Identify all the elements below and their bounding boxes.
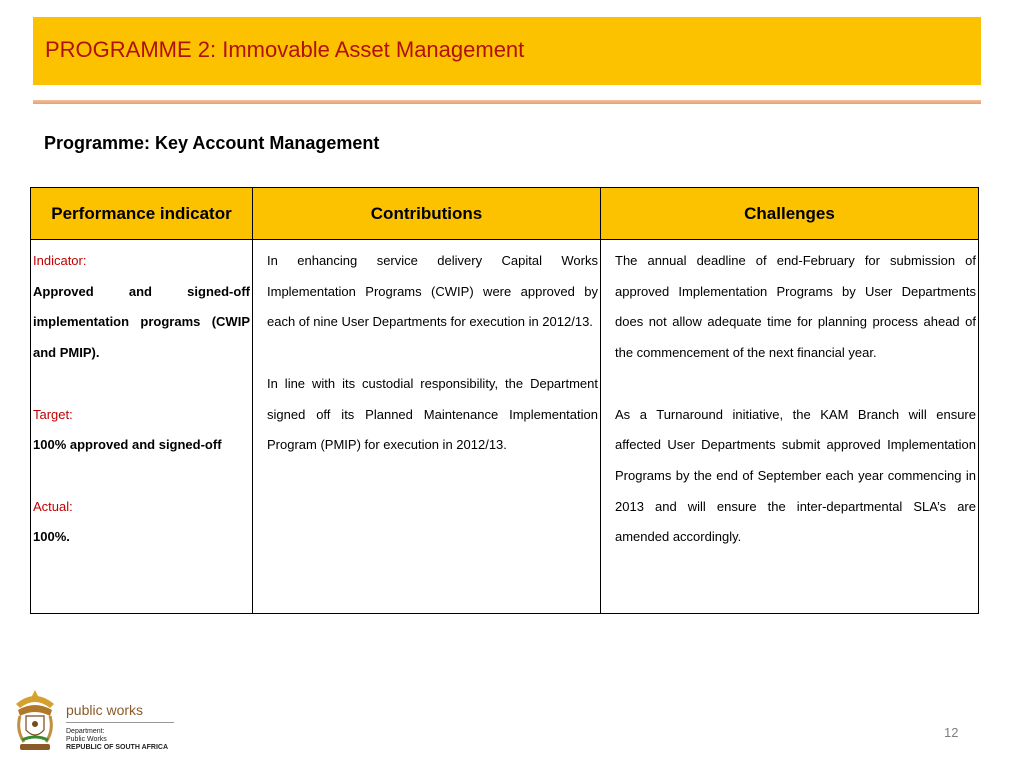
challenge-paragraph: As a Turnaround initiative, the KAM Branch will ensure affected User Departments submit approved Implementation Programs by the end of September each year commencing in 2013 and will ensure the inter-departmental SLA’s are amended accordingly. — [615, 406, 976, 545]
table-header-row — [31, 188, 979, 240]
logo-wordmark: public works — [66, 702, 144, 718]
indicator-text: Approved and signed-off implementation programs (CWIP and PMIP). — [33, 283, 250, 361]
target-text: 100% approved and signed-off — [33, 437, 222, 453]
challenge-paragraph: The annual deadline of end-February for submission of approved Implementation Programs by User Departments does not allow adequate time for planning process ahead of the commencement of the next financial year. — [615, 253, 976, 361]
table-row — [31, 240, 979, 614]
title-banner — [33, 17, 981, 85]
actual-text: 100%. — [33, 529, 70, 545]
indicator-label: Indicator: — [33, 253, 87, 268]
indicator-cell — [31, 240, 253, 614]
contributions-cell — [253, 240, 601, 614]
challenges-cell — [601, 240, 979, 614]
public-works-logo — [6, 684, 178, 762]
slide-title: PROGRAMME 2: Immovable Asset Management — [45, 37, 525, 62]
header-contributions: Contributions — [253, 188, 601, 240]
programme-subtitle: Programme: Key Account Management — [44, 133, 380, 153]
header-challenges: Challenges — [601, 188, 979, 240]
logo-line-public-works: Public Works — [66, 736, 107, 743]
page-number: 12 — [944, 725, 959, 740]
kpi-table — [30, 187, 979, 614]
target-label: Target: — [33, 406, 73, 422]
coat-of-arms-icon — [10, 686, 60, 758]
header-performance-indicator: Performance indicator — [31, 188, 253, 240]
logo-line-department: Department: — [66, 728, 105, 735]
actual-label: Actual: — [33, 498, 73, 514]
title-divider — [33, 100, 981, 104]
logo-line-republic: REPUBLIC OF SOUTH AFRICA — [66, 744, 169, 751]
contribution-paragraph: In line with its custodial responsibility, the Department signed off its Planned Maintenance Implementation Program (PMIP) for execution in 2012/13. — [267, 375, 598, 453]
contribution-paragraph: In enhancing service delivery Capital Works Implementation Programs (CWIP) were approved by each of nine User Departments for execution in 2012/13. — [267, 253, 598, 330]
